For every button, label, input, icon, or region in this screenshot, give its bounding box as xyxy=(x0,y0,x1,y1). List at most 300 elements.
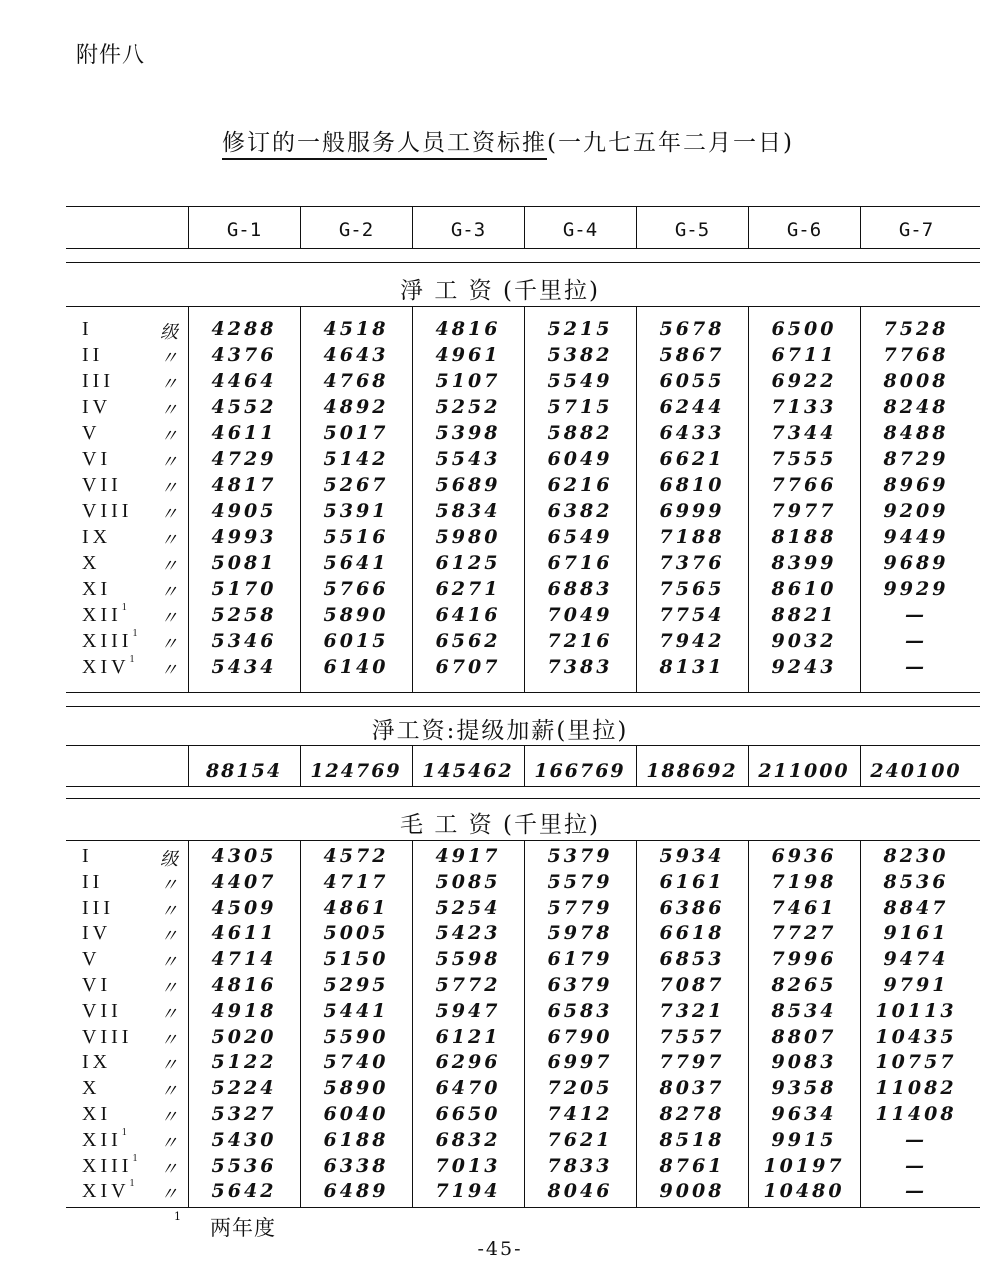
salary-cell: 9929 xyxy=(883,578,949,600)
table-row xyxy=(0,922,1000,948)
page-number: -45- xyxy=(477,1238,523,1260)
salary-cell: 4611 xyxy=(211,922,277,945)
increment-cell: 211000 xyxy=(758,760,850,782)
salary-cell: 10435 xyxy=(875,1025,957,1048)
salary-cell: 6179 xyxy=(547,948,613,971)
salary-cell: 4407 xyxy=(211,870,277,893)
salary-cell: 6338 xyxy=(323,1154,389,1177)
salary-cell: 8131 xyxy=(659,656,725,678)
salary-cell: 10197 xyxy=(763,1154,845,1177)
annex-label: 附件八 xyxy=(76,43,146,68)
salary-cell: 6382 xyxy=(547,500,613,522)
salary-cell: 4729 xyxy=(211,448,277,470)
salary-cell: 7727 xyxy=(771,922,837,945)
grade-label xyxy=(82,656,135,679)
salary-cell: 5382 xyxy=(547,344,613,366)
footnote-ref: 1 xyxy=(129,654,135,665)
grade-label xyxy=(82,1103,111,1126)
grade-label xyxy=(82,474,122,497)
salary-cell: 5441 xyxy=(323,999,389,1022)
salary-cell: 9032 xyxy=(771,630,837,652)
grade-label xyxy=(82,396,111,419)
grade-suffix: 〃 xyxy=(160,1107,178,1128)
salary-cell: 6379 xyxy=(547,974,613,996)
grade-suffix: 〃 xyxy=(160,952,178,974)
salary-cell: 5122 xyxy=(211,1051,277,1074)
table-row xyxy=(0,1103,1000,1129)
salary-cell: 5882 xyxy=(547,422,613,444)
column-header: G-4 xyxy=(562,219,598,241)
salary-cell: 4717 xyxy=(323,870,389,893)
salary-cell: 5598 xyxy=(435,948,501,971)
salary-cell: 7205 xyxy=(547,1077,613,1100)
footnote-ref: 1 xyxy=(132,628,138,639)
salary-cell: 8807 xyxy=(771,1025,837,1048)
salary-cell: 5170 xyxy=(211,578,277,600)
grade-suffix: 〃 xyxy=(160,1029,178,1051)
grade-numeral: XIII xyxy=(82,1154,133,1177)
document-title xyxy=(222,124,794,157)
salary-cell: 5689 xyxy=(435,474,501,496)
salary-cell: 6810 xyxy=(659,474,725,496)
salary-cell: 5934 xyxy=(659,845,725,867)
salary-cell: 5678 xyxy=(659,318,725,340)
salary-cell: 7942 xyxy=(659,630,725,652)
salary-cell: 11082 xyxy=(875,1077,957,1100)
salary-cell: 6650 xyxy=(435,1103,501,1125)
grade-label xyxy=(82,578,111,601)
salary-cell: 6936 xyxy=(771,845,837,867)
salary-cell: 7766 xyxy=(771,474,837,496)
salary-cell: 11408 xyxy=(875,1103,957,1125)
gross-salary-heading: 毛 工 资 (千里拉) xyxy=(400,812,600,838)
grade-label xyxy=(82,500,132,523)
grade-numeral: III xyxy=(82,896,114,919)
salary-cell: 9358 xyxy=(771,1077,837,1100)
table-row xyxy=(0,422,1000,448)
salary-cell: 9209 xyxy=(883,500,949,522)
salary-cell: 5085 xyxy=(435,870,501,893)
salary-cell: 6121 xyxy=(435,1025,501,1048)
grade-suffix: 〃 xyxy=(160,926,178,948)
table-row xyxy=(0,526,1000,552)
salary-cell: 8488 xyxy=(883,422,949,444)
salary-cell: 5549 xyxy=(547,370,613,392)
salary-cell: 5398 xyxy=(435,422,501,444)
salary-cell: 5590 xyxy=(323,1025,389,1048)
salary-cell: 7555 xyxy=(771,448,837,470)
salary-cell: 9243 xyxy=(771,656,837,678)
salary-cell: 7087 xyxy=(659,974,725,996)
grade-numeral: XIII xyxy=(82,630,133,652)
salary-cell: 6922 xyxy=(771,370,837,392)
table-row xyxy=(0,396,1000,422)
grade-numeral: X xyxy=(82,552,101,574)
table-row xyxy=(0,845,1000,871)
salary-cell: 10480 xyxy=(763,1180,845,1203)
salary-cell: 7565 xyxy=(659,578,725,600)
salary-cell: 5252 xyxy=(435,396,501,418)
table-row xyxy=(0,1152,1000,1181)
salary-cell: 5834 xyxy=(435,500,501,522)
grade-numeral: VIII xyxy=(82,500,133,522)
grade-numeral: V xyxy=(82,422,101,444)
salary-cell: 4918 xyxy=(211,999,277,1022)
salary-cell: 8534 xyxy=(771,999,837,1022)
column-header: G-6 xyxy=(786,219,822,241)
salary-cell: 4917 xyxy=(435,845,501,867)
salary-cell: 4993 xyxy=(211,526,277,548)
grade-label xyxy=(82,1152,138,1178)
rule-net-end xyxy=(66,692,980,693)
grade-label xyxy=(82,922,111,945)
grade-label xyxy=(82,1077,100,1100)
increment-cell: 124769 xyxy=(310,760,402,782)
rule-top xyxy=(66,206,980,207)
salary-cell: 6832 xyxy=(435,1128,501,1151)
salary-cell: 6489 xyxy=(323,1180,389,1203)
salary-cell: 4509 xyxy=(211,896,277,919)
table-row xyxy=(0,871,1000,897)
increment-cell: 166769 xyxy=(534,760,626,782)
salary-cell: 9474 xyxy=(883,948,949,971)
salary-cell: 5772 xyxy=(435,974,501,996)
footnote-text: 两年度 xyxy=(210,1216,276,1240)
rule-bottom xyxy=(66,1207,980,1208)
grade-suffix: 〃 xyxy=(160,1158,178,1180)
grade-label xyxy=(82,1051,111,1074)
salary-cell: 6296 xyxy=(435,1051,501,1074)
salary-cell: 5430 xyxy=(211,1128,277,1151)
footnote-mark: 1 xyxy=(174,1210,181,1223)
salary-cell: 8821 xyxy=(771,604,837,626)
salary-cell: — xyxy=(905,1154,927,1177)
grade-numeral: IV xyxy=(82,922,112,945)
salary-cell: 6716 xyxy=(547,552,613,574)
grade-numeral: VII xyxy=(82,999,122,1022)
grade-suffix: 〃 xyxy=(160,426,178,447)
salary-cell: 5327 xyxy=(211,1103,277,1125)
salary-cell: 5543 xyxy=(435,448,501,470)
salary-cell: 4464 xyxy=(211,370,277,392)
grade-suffix: 〃 xyxy=(160,1184,178,1206)
grade-label xyxy=(82,526,111,549)
salary-cell: 7344 xyxy=(771,422,837,444)
salary-cell: 6140 xyxy=(323,656,389,678)
salary-cell: 6055 xyxy=(659,370,725,392)
grade-suffix: 〃 xyxy=(160,608,178,629)
salary-cell: 8265 xyxy=(771,974,837,996)
rule-inc-top xyxy=(66,706,980,707)
salary-cell: 5258 xyxy=(211,604,277,626)
salary-cell: 5423 xyxy=(435,922,501,945)
salary-cell: 9689 xyxy=(883,552,949,574)
salary-cell: 9008 xyxy=(659,1180,725,1203)
grade-numeral: VII xyxy=(82,474,122,496)
grade-label xyxy=(82,318,93,341)
salary-cell: 7528 xyxy=(883,318,949,340)
salary-cell: 6549 xyxy=(547,526,613,548)
grade-label xyxy=(82,448,111,471)
salary-cell: 5579 xyxy=(547,870,613,893)
grade-label xyxy=(82,370,114,393)
salary-cell: 7977 xyxy=(771,500,837,522)
salary-cell: 6853 xyxy=(659,948,725,971)
salary-cell: 5295 xyxy=(323,974,389,996)
salary-cell: 7797 xyxy=(659,1051,725,1074)
salary-cell: 5379 xyxy=(547,845,613,867)
salary-cell: 5978 xyxy=(547,922,613,945)
grade-numeral: III xyxy=(82,370,114,392)
salary-cell: 5005 xyxy=(323,922,389,945)
rule-net-top xyxy=(66,262,980,263)
table-row xyxy=(0,448,1000,474)
footnote-ref: 1 xyxy=(132,1152,138,1164)
salary-cell: 8188 xyxy=(771,526,837,548)
salary-cell: 4305 xyxy=(211,845,277,867)
salary-cell: 9161 xyxy=(883,922,949,945)
salary-cell: 6618 xyxy=(659,922,725,945)
table-row xyxy=(0,500,1000,526)
grade-suffix: 〃 xyxy=(160,978,178,999)
rule-gross-title-bottom xyxy=(66,840,980,841)
salary-cell: 5740 xyxy=(323,1051,389,1074)
grade-numeral: VIII xyxy=(82,1025,133,1048)
salary-cell: 6433 xyxy=(659,422,725,444)
salary-cell: 5224 xyxy=(211,1077,277,1100)
salary-cell: 5890 xyxy=(323,1077,389,1100)
salary-cell: 6386 xyxy=(659,896,725,919)
rule-net-title-bottom xyxy=(66,306,980,307)
salary-cell: 5642 xyxy=(211,1180,277,1203)
grade-numeral: VI xyxy=(82,974,112,996)
grade-label xyxy=(82,974,111,997)
rule-inc-end xyxy=(66,786,980,787)
salary-cell: 8518 xyxy=(659,1128,725,1151)
footnote-ref: 1 xyxy=(121,602,127,613)
grade-suffix: 〃 xyxy=(160,634,178,655)
salary-cell: 5890 xyxy=(323,604,389,626)
title-date: (一九七五年二月一日) xyxy=(547,130,794,156)
salary-cell: 6015 xyxy=(323,630,389,652)
table-row xyxy=(0,552,1000,578)
table-row xyxy=(0,1026,1000,1052)
title-main: 修订的一般服务人员工资标推 xyxy=(222,130,547,160)
salary-cell: 9791 xyxy=(883,974,949,996)
salary-cell: 4611 xyxy=(211,422,277,444)
increment-cell: 240100 xyxy=(870,760,962,782)
grade-numeral: XII xyxy=(82,604,122,626)
grade-suffix: 级 xyxy=(160,849,178,870)
column-header: G-7 xyxy=(898,219,934,241)
grade-suffix: 〃 xyxy=(160,452,178,473)
table-row xyxy=(0,1051,1000,1077)
salary-cell: 5434 xyxy=(211,656,277,678)
salary-cell: 7754 xyxy=(659,604,725,626)
salary-cell: 6999 xyxy=(659,500,725,522)
footnote-ref: 1 xyxy=(129,1178,135,1190)
salary-cell: 4768 xyxy=(323,370,389,392)
salary-cell: 5081 xyxy=(211,552,277,574)
table-row xyxy=(0,1000,1000,1026)
grade-suffix: 〃 xyxy=(160,556,178,577)
salary-cell: — xyxy=(905,630,927,652)
grade-numeral: XI xyxy=(82,1103,112,1125)
grade-label xyxy=(82,897,114,920)
grade-numeral: XIV xyxy=(82,656,130,678)
salary-cell: 7557 xyxy=(659,1025,725,1048)
grade-numeral: IX xyxy=(82,526,112,548)
salary-cell: 8399 xyxy=(771,552,837,574)
salary-cell: 5267 xyxy=(323,474,389,496)
column-header: G-2 xyxy=(338,219,374,241)
grade-label xyxy=(82,948,100,971)
table-row xyxy=(0,318,1000,344)
grade-suffix: 〃 xyxy=(160,374,178,395)
salary-cell: 8536 xyxy=(883,870,949,893)
grade-numeral: X xyxy=(82,1077,101,1100)
grade-suffix: 〃 xyxy=(160,478,178,499)
salary-cell: 6040 xyxy=(323,1103,389,1125)
grade-label xyxy=(82,552,100,575)
salary-cell: 10757 xyxy=(875,1051,957,1074)
table-row xyxy=(0,948,1000,974)
salary-cell: 7198 xyxy=(771,870,837,893)
salary-cell: 8969 xyxy=(883,474,949,496)
grade-numeral: IV xyxy=(82,396,112,418)
salary-cell: 4905 xyxy=(211,500,277,522)
salary-cell: 5254 xyxy=(435,896,501,919)
salary-cell: 8230 xyxy=(883,845,949,867)
grade-suffix: 〃 xyxy=(160,1081,178,1103)
salary-cell: 4817 xyxy=(211,474,277,496)
salary-cell: 10113 xyxy=(875,999,957,1022)
salary-cell: 8046 xyxy=(547,1180,613,1203)
table-row xyxy=(0,604,1000,630)
salary-cell: 7412 xyxy=(547,1103,613,1125)
salary-cell: — xyxy=(905,1128,927,1151)
salary-cell: 5641 xyxy=(323,552,389,574)
salary-cell: 5536 xyxy=(211,1154,277,1177)
net-salary-heading: 淨 工 资 (千里拉) xyxy=(400,278,600,304)
salary-cell: 7768 xyxy=(883,344,949,366)
salary-cell: 4861 xyxy=(323,896,389,919)
salary-cell: 5020 xyxy=(211,1025,277,1048)
grade-suffix: 〃 xyxy=(160,582,178,603)
table-row xyxy=(0,474,1000,500)
salary-cell: 8278 xyxy=(659,1103,725,1125)
salary-cell: 5346 xyxy=(211,630,277,652)
table-row xyxy=(0,630,1000,656)
salary-cell: 6188 xyxy=(323,1128,389,1151)
salary-cell: 6161 xyxy=(659,870,725,893)
salary-cell: 4643 xyxy=(323,344,389,366)
salary-cell: 7833 xyxy=(547,1154,613,1177)
grade-suffix: 〃 xyxy=(160,874,178,896)
salary-cell: 6416 xyxy=(435,604,501,626)
grade-label xyxy=(82,1126,127,1152)
salary-cell: 7383 xyxy=(547,656,613,678)
grade-numeral: XII xyxy=(82,1128,122,1151)
salary-cell: 6216 xyxy=(547,474,613,496)
column-header: G-5 xyxy=(674,219,710,241)
salary-cell: 6271 xyxy=(435,578,501,600)
salary-cell: 8248 xyxy=(883,396,949,418)
grade-numeral: V xyxy=(82,948,101,971)
grade-label xyxy=(82,344,103,367)
grade-suffix: 〃 xyxy=(160,660,178,681)
salary-cell: 4714 xyxy=(211,948,277,971)
grade-numeral: II xyxy=(82,344,104,366)
salary-cell: 7376 xyxy=(659,552,725,574)
salary-cell: — xyxy=(905,1180,927,1203)
salary-cell: 7194 xyxy=(435,1180,501,1203)
table-row xyxy=(0,974,1000,1000)
rule-inc-title-bottom xyxy=(66,745,980,746)
salary-cell: — xyxy=(905,604,927,626)
salary-cell: 9449 xyxy=(883,526,949,548)
salary-cell: 5516 xyxy=(323,526,389,548)
table-row xyxy=(0,578,1000,604)
salary-cell: 5215 xyxy=(547,318,613,340)
grade-label xyxy=(82,604,127,627)
grade-label xyxy=(82,1180,135,1203)
salary-cell: 5107 xyxy=(435,370,501,392)
grade-suffix: 〃 xyxy=(160,504,178,525)
footnote-ref: 1 xyxy=(121,1126,127,1138)
table-row xyxy=(0,344,1000,370)
salary-cell: 7049 xyxy=(547,604,613,626)
salary-cell: 6883 xyxy=(547,578,613,600)
grade-numeral: IX xyxy=(82,1051,112,1074)
salary-cell: 5142 xyxy=(323,448,389,470)
salary-cell: 5947 xyxy=(435,999,501,1022)
salary-cell: 8037 xyxy=(659,1077,725,1100)
salary-cell: 9634 xyxy=(771,1103,837,1125)
salary-cell: 5980 xyxy=(435,526,501,548)
grade-numeral: XIV xyxy=(82,1180,130,1203)
grade-numeral: VI xyxy=(82,448,112,470)
salary-cell: 5766 xyxy=(323,578,389,600)
salary-cell: 4552 xyxy=(211,396,277,418)
grade-label xyxy=(82,845,93,868)
salary-cell: 4892 xyxy=(323,396,389,418)
grade-suffix: 〃 xyxy=(160,400,178,421)
salary-cell: 4376 xyxy=(211,344,277,366)
salary-cell: 6500 xyxy=(771,318,837,340)
table-row xyxy=(0,656,1000,682)
grade-suffix: 〃 xyxy=(160,530,178,551)
salary-cell: 8729 xyxy=(883,448,949,470)
salary-cell: 6707 xyxy=(435,656,501,678)
salary-cell: 6562 xyxy=(435,630,501,652)
salary-cell: 6790 xyxy=(547,1025,613,1048)
table-row xyxy=(0,1077,1000,1103)
salary-cell: 5017 xyxy=(323,422,389,444)
column-header: G-1 xyxy=(226,219,262,241)
salary-cell: 6583 xyxy=(547,999,613,1022)
grade-label xyxy=(82,1026,132,1049)
salary-cell: 8008 xyxy=(883,370,949,392)
salary-cell: 7321 xyxy=(659,999,725,1022)
grade-numeral: I xyxy=(82,318,93,340)
salary-cell: 5150 xyxy=(323,948,389,971)
salary-cell: 7996 xyxy=(771,948,837,971)
salary-cell: 6244 xyxy=(659,396,725,418)
salary-cell: 4572 xyxy=(323,845,389,867)
salary-cell: — xyxy=(905,656,927,678)
salary-cell: 8610 xyxy=(771,578,837,600)
